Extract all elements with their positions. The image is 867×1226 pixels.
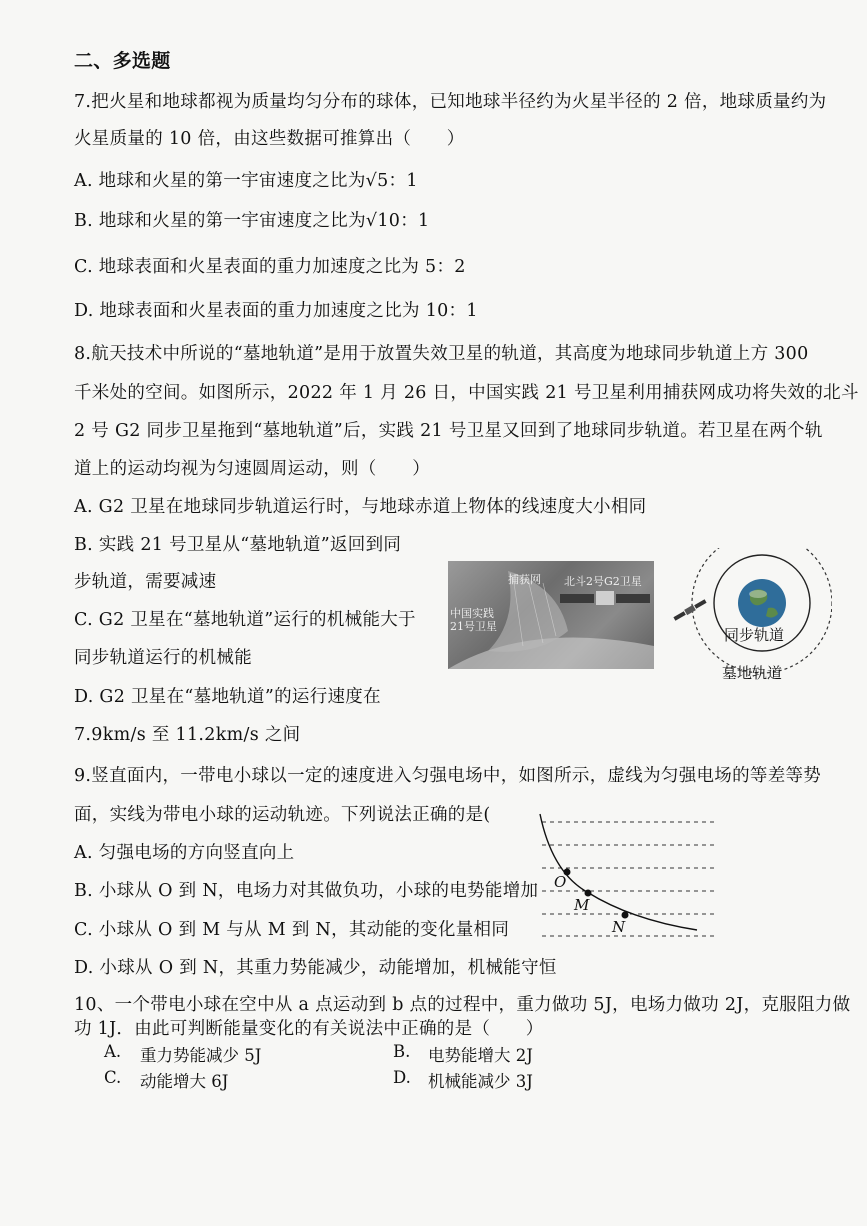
q8-stem-line4: 道上的运动均视为匀速圆周运动，则（ ） bbox=[74, 459, 430, 479]
q10-stem-line2: 功 1J．由此可判断能量变化的有关说法中正确的是（ ） bbox=[74, 1019, 544, 1039]
q7-option-c: C. 地球表面和火星表面的重力加速度之比为 5：2 bbox=[74, 257, 466, 277]
q10-option-c-key: C. bbox=[104, 1068, 122, 1087]
q9-option-c: C. 小球从 O 到 M 与从 M 到 N，其动能的变化量相同 bbox=[74, 920, 510, 940]
photo-label-sj21-line1: 中国实践 bbox=[450, 607, 494, 620]
photo-label-sj21-line2: 21号卫星 bbox=[450, 620, 497, 633]
label-n: N bbox=[612, 918, 626, 936]
orbit-label-grave: 墓地轨道 bbox=[722, 664, 783, 682]
label-o: O bbox=[554, 873, 567, 891]
section-title: 二、多选题 bbox=[74, 50, 171, 72]
orbit-label-sync: 同步轨道 bbox=[724, 626, 785, 644]
label-m: M bbox=[574, 896, 590, 914]
equipotential-lines bbox=[542, 822, 717, 936]
q7-option-d: D. 地球表面和火星表面的重力加速度之比为 10：1 bbox=[74, 301, 478, 321]
q7-option-a: A. 地球和火星的第一宇宙速度之比为√5：1 bbox=[74, 171, 418, 191]
q9-stem-line1: 9.竖直面内，一带电小球以一定的速度进入匀强电场中，如图所示，虚线为匀强电场的等差等势 bbox=[74, 766, 822, 786]
electric-field-diagram bbox=[532, 812, 722, 947]
q10-option-b: 电势能增大 2J bbox=[428, 1046, 533, 1065]
q8-option-c-line1: C. G2 卫星在“墓地轨道”运行的机械能大于 bbox=[74, 610, 416, 630]
q8-option-b-line2: 步轨道，需要减速 bbox=[74, 572, 217, 592]
satellite-icon bbox=[673, 598, 707, 621]
q10-option-b-key: B. bbox=[393, 1042, 411, 1061]
photo-label-beidou: 北斗2号G2卫星 bbox=[564, 575, 642, 588]
q8-option-a: A. G2 卫星在地球同步轨道运行时，与地球赤道上物体的线速度大小相同 bbox=[74, 497, 647, 517]
q8-stem-line3: 2 号 G2 同步卫星拖到“墓地轨道”后，实践 21 号卫星又回到了地球同步轨道。若卫星在两个轨 bbox=[74, 421, 823, 441]
q8-option-d-line2: 7.9km/s 至 11.2km/s 之间 bbox=[74, 725, 301, 745]
q7-option-b: B. 地球和火星的第一宇宙速度之比为√10：1 bbox=[74, 211, 430, 231]
q7-stem-line1: 7.把火星和地球都视为质量均匀分布的球体，已知地球半径约为火星半径的 2 倍，地球质量约为 bbox=[74, 92, 827, 112]
q10-option-d: 机械能减少 3J bbox=[428, 1072, 533, 1091]
q9-option-d: D. 小球从 O 到 N，其重力势能减少，动能增加，机械能守恒 bbox=[74, 958, 557, 978]
q8-stem-line1: 8.航天技术中所说的“墓地轨道”是用于放置失效卫星的轨道，其高度为地球同步轨道上方 300 bbox=[74, 344, 809, 364]
q8-stem-line2: 千米处的空间。如图所示，2022 年 1 月 26 日，中国实践 21 号卫星利用捕获网成功将失效的北斗 bbox=[74, 383, 859, 403]
satellite-capture-photo bbox=[448, 561, 654, 669]
q8-option-c-line2: 同步轨道运行的机械能 bbox=[74, 648, 252, 668]
q8-option-d-line1: D. G2 卫星在“墓地轨道”的运行速度在 bbox=[74, 687, 381, 707]
q10-option-a-key: A. bbox=[104, 1042, 122, 1061]
q7-stem-line2: 火星质量的 10 倍，由这些数据可推算出（ ） bbox=[74, 129, 465, 149]
q10-option-a: 重力势能减少 5J bbox=[140, 1046, 262, 1065]
q8-option-b-line1: B. 实践 21 号卫星从“墓地轨道”返回到同 bbox=[74, 535, 402, 555]
q9-option-a: A. 匀强电场的方向竖直向上 bbox=[74, 843, 295, 863]
q10-option-c: 动能增大 6J bbox=[140, 1072, 229, 1091]
q10-option-d-key: D. bbox=[393, 1068, 411, 1087]
q9-stem-line2: 面，实线为带电小球的运动轨迹。下列说法正确的是( bbox=[74, 805, 491, 825]
photo-label-net: 捕获网 bbox=[508, 573, 541, 586]
q10-stem-line1: 10、一个带电小球在空中从 a 点运动到 b 点的过程中，重力做功 5J，电场力做功 2J，克服阻力做 bbox=[74, 995, 851, 1015]
orbit-diagram bbox=[672, 548, 832, 688]
q9-option-b: B. 小球从 O 到 N，电场力对其做负功，小球的电势能增加 bbox=[74, 881, 539, 901]
